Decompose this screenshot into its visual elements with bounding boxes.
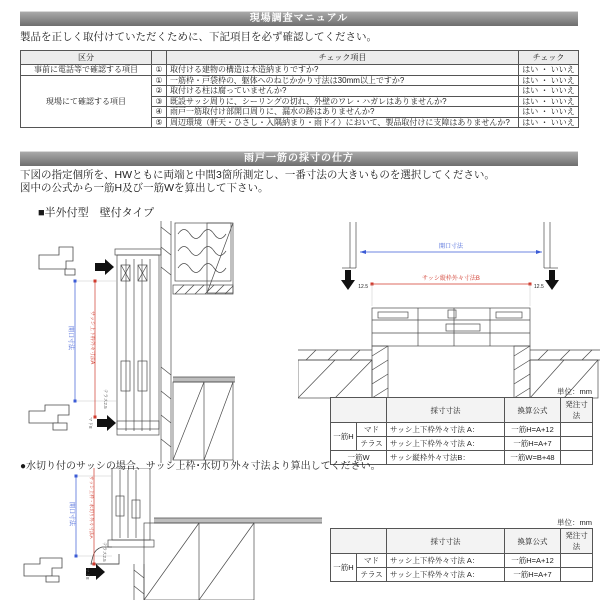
measuring-intro-text bbox=[20, 169, 495, 195]
formula-cell: 一筋H=A+12 bbox=[505, 554, 561, 568]
check-table-header-row bbox=[21, 51, 579, 65]
sub-cell: テラス bbox=[357, 568, 387, 582]
check-item-text: 雨戸一筋取付け部開口周りに、漏水の跡はありませんか? bbox=[167, 107, 519, 118]
vertical-section-drawing bbox=[25, 221, 237, 463]
wall-structure bbox=[134, 518, 322, 600]
col-header-blank bbox=[331, 398, 387, 423]
group-cell: 一筋H bbox=[331, 423, 357, 451]
measure-cell: サッシ縦枠外々寸法B： bbox=[387, 451, 505, 465]
sash-frame-plan bbox=[372, 308, 530, 346]
table-row bbox=[331, 423, 593, 437]
down-arrow-icon bbox=[545, 270, 559, 290]
measure-table-header-row bbox=[331, 398, 593, 423]
mado-offset-label: マド8 bbox=[85, 568, 90, 580]
dimension-sash-drip bbox=[88, 468, 96, 566]
wall-structure bbox=[161, 221, 235, 463]
formula-cell: 一筋H=A+7 bbox=[505, 437, 561, 451]
drip-section-drawing bbox=[20, 468, 322, 600]
measure-cell: サッシ上下枠外々寸法 A： bbox=[387, 568, 505, 582]
site-survey-intro-text: 製品を正しく取付けていただくために、下記項目を必ず確認してください。 bbox=[20, 31, 377, 43]
sash-frame-section bbox=[108, 468, 154, 547]
dim-label-opening: 開口寸法 bbox=[68, 502, 74, 527]
yes-no-cell: はい ・ いいえ bbox=[519, 117, 579, 128]
col-header-measure: 採寸寸法 bbox=[387, 398, 505, 423]
row-number: ③ bbox=[152, 96, 167, 107]
order-cell bbox=[561, 423, 593, 437]
dim-label-sash-width: サッシ縦枠外々寸法B bbox=[422, 276, 480, 282]
category-cell: 事前に電話等で確認する項目 bbox=[21, 65, 152, 76]
row-number: ① bbox=[152, 65, 167, 76]
category-cell: 現場にて確認する項目 bbox=[21, 75, 152, 128]
row-number: ② bbox=[152, 86, 167, 97]
measure-cell: サッシ上下枠外々寸法 A： bbox=[387, 437, 505, 451]
measuring-intro-line1: 下図の指定個所を、HWともに両端と中間3箇所測定し、一番寸法の大きいものを選択してください。 bbox=[20, 169, 495, 181]
down-arrow-icon bbox=[341, 270, 355, 290]
table-row bbox=[331, 568, 593, 582]
measure-table-bottom bbox=[330, 528, 593, 582]
check-item-text: 取付ける建物の構造は木造納まりですか? bbox=[167, 65, 519, 76]
section-header-measuring: 雨戸一筋の採寸の仕方 bbox=[20, 151, 578, 166]
direction-arrow-icon bbox=[97, 415, 116, 431]
dim-label-sash-drip: サッシ上枠・水切り外々寸法A bbox=[89, 476, 94, 539]
col-header-number bbox=[152, 51, 167, 65]
check-item-text: 一筋枠・戸袋枠の、躯体へのねじかかり寸法は30mm以上ですか? bbox=[167, 75, 519, 86]
mado-offset-label: マド8 bbox=[88, 417, 93, 429]
group-cell: 一筋H bbox=[331, 554, 357, 582]
dimension-sash-height bbox=[89, 280, 97, 419]
offset-right-label: 12.5 bbox=[534, 284, 544, 290]
table-row bbox=[21, 65, 579, 76]
dim-label-opening-width: 開口寸法 bbox=[438, 244, 464, 250]
row-number: ① bbox=[152, 75, 167, 86]
dim-label-opening: 開口寸法 bbox=[67, 326, 73, 351]
order-cell bbox=[561, 554, 593, 568]
col-header-item: チェック項目 bbox=[167, 51, 519, 65]
sub-cell: マド bbox=[357, 554, 387, 568]
formula-cell: 一筋W=B+48 bbox=[505, 451, 561, 465]
site-survey-check-table bbox=[20, 50, 579, 128]
check-item-text: 取付ける柱は腐っていませんか? bbox=[167, 86, 519, 97]
section-header-site-survey: 現場調査マニュアル bbox=[20, 11, 578, 26]
col-header-category: 区分 bbox=[21, 51, 152, 65]
subtype-heading: ■半外付型 壁付タイプ bbox=[38, 207, 155, 219]
dimension-opening-width bbox=[360, 242, 542, 254]
dimension-sash-width bbox=[371, 274, 532, 306]
col-header-order: 発注寸法 bbox=[561, 529, 593, 554]
col-header-formula: 換算公式 bbox=[505, 398, 561, 423]
terrace-offset-label: テラス2.5 bbox=[102, 542, 107, 562]
direction-arrow-icon bbox=[95, 259, 114, 275]
row-number: ⑤ bbox=[152, 117, 167, 128]
order-cell bbox=[561, 437, 593, 451]
offset-left-label: 12.5 bbox=[358, 284, 368, 290]
measure-table-top bbox=[330, 397, 593, 465]
row-number: ④ bbox=[152, 107, 167, 118]
yes-no-cell: はい ・ いいえ bbox=[519, 75, 579, 86]
sash-frame-section bbox=[115, 249, 161, 435]
table-row bbox=[331, 437, 593, 451]
formula-cell: 一筋H=A+12 bbox=[505, 423, 561, 437]
col-header-order: 発注寸法 bbox=[561, 398, 593, 423]
drip-sash-note: ●水切り付のサッシの場合、サッシ上枠･水切り外々寸法より算出してください。 bbox=[20, 461, 381, 472]
yes-no-cell: はい ・ いいえ bbox=[519, 107, 579, 118]
col-header-formula: 換算公式 bbox=[505, 529, 561, 554]
group-cell: 一筋W bbox=[331, 451, 387, 465]
col-header-measure: 採寸寸法 bbox=[387, 529, 505, 554]
col-header-blank bbox=[331, 529, 387, 554]
measure-table-header-row bbox=[331, 529, 593, 554]
table-row bbox=[331, 554, 593, 568]
unit-label: 単位：mm bbox=[557, 387, 592, 396]
check-item-text: 既設サッシ周りに、シーリングの切れ、外壁のワレ・ハガレはありませんか? bbox=[167, 96, 519, 107]
plan-section-drawing bbox=[298, 222, 600, 402]
measure-cell: サッシ上下枠外々寸法 A： bbox=[387, 423, 505, 437]
col-header-check: チェック bbox=[519, 51, 579, 65]
measure-cell: サッシ上下枠外々寸法 A： bbox=[387, 554, 505, 568]
unit-label: 単位：mm bbox=[557, 518, 592, 527]
formula-cell: 一筋H=A+7 bbox=[505, 568, 561, 582]
table-row bbox=[21, 75, 579, 86]
order-cell bbox=[561, 568, 593, 582]
yes-no-cell: はい ・ いいえ bbox=[519, 86, 579, 97]
yes-no-cell: はい ・ いいえ bbox=[519, 96, 579, 107]
check-item-text: 周辺環境（軒天・ひさし・入隅納まり・雨ドイ）において、製品取付けに支障はありませんか? bbox=[167, 117, 519, 128]
measuring-intro-line2: 図中の公式から一筋H及び一筋Wを算出して下さい。 bbox=[20, 182, 269, 194]
dim-label-sash-height: サッシ上下枠外々寸法A bbox=[89, 311, 95, 365]
sub-cell: テラス bbox=[357, 437, 387, 451]
sub-cell: マド bbox=[357, 423, 387, 437]
terrace-offset-label: テラス2.5 bbox=[103, 389, 108, 409]
frame-profiles bbox=[24, 558, 62, 582]
yes-no-cell: はい ・ いいえ bbox=[519, 65, 579, 76]
order-cell bbox=[561, 451, 593, 465]
